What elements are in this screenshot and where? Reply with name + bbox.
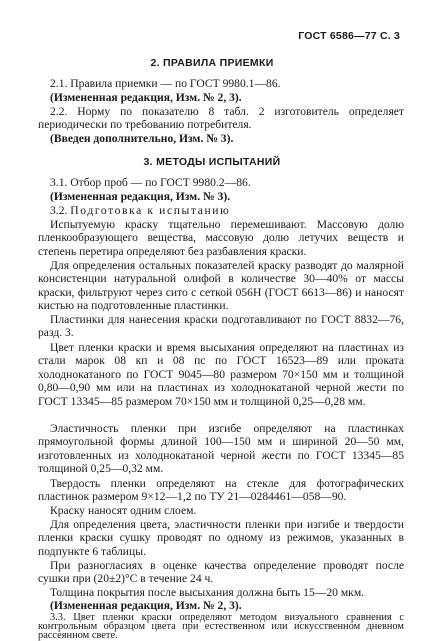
paragraph-thickness: Толщина покрытия после высыхания должна быть 15—20 мкм. bbox=[50, 586, 365, 599]
clause-2-2-note: (Введен дополнительно, Изм. № 3). bbox=[50, 132, 234, 145]
clause-3-1: 3.1. Отбор проб — по ГОСТ 9980.2—86. bbox=[50, 176, 251, 189]
paragraph-dilution: Для определения остальных показателей краску разводят до малярной консистенции натуральной олифой в количестве 30—40% от массы краски, фильтруют через сито с сеткой 056Н (ГОСТ 6613—86) и наносят кистью на подготовленные пластинки. bbox=[38, 259, 404, 313]
clause-2-1-note: (Измененная редакция, Изм. № 2, 3). bbox=[50, 91, 242, 104]
clause-3-2-number: 3.2. bbox=[50, 204, 68, 217]
section-3-title: 3. МЕТОДЫ ИСПЫТАНИЙ bbox=[143, 156, 281, 168]
clause-3-3: 3.3. Цвет пленки краски определяют методом визуального сравнения с контрольным образцом цвета при естественном или искусственном дневном рассеянном свете. bbox=[38, 612, 404, 641]
clause-2-1: 2.1. Правила приемки — по ГОСТ 9980.1—86. bbox=[50, 77, 281, 90]
clause-3-1-note: (Измененная редакция, Изм. № 3). bbox=[50, 190, 231, 203]
paragraph-drying-modes: Для определения цвета, эластичности пленки при изгибе и твердости пленки краски сушку проводят по одному из режимов, указанных в подпункте 6 таблицы. bbox=[38, 518, 404, 558]
paragraph-single-layer: Краску наносят одним слоем. bbox=[50, 504, 197, 517]
paragraph-mixing: Испытуемую краску тщательно перемешивают. Массовую долю пленкообразующего вещества, массовую долю летучих веществ и степень перетира определяют без разбавления краски. bbox=[38, 218, 404, 258]
paragraph-elasticity: Эластичность пленки при изгибе определяют на пластинках прямоугольной формы длиной 100—150 мм и шириной 20—50 мм, изготовленных из холоднокатаной черной жести по ГОСТ 13345—85 толщиной 0,25—0,32 мм. bbox=[38, 422, 404, 476]
paragraph-plates: Пластинки для нанесения краски подготавливают по ГОСТ 8832—76, разд. 3. bbox=[38, 313, 404, 340]
clause-2-2: 2.2. Норму по показателю 8 табл. 2 изготовитель определяет периодически по требованию потребителя. bbox=[38, 105, 404, 132]
page-header: ГОСТ 6586—77 С. 3 bbox=[298, 30, 400, 42]
clause-3-2-title: Подготовка к испытанию bbox=[70, 204, 231, 217]
clause-3-2-heading bbox=[38, 204, 404, 217]
paragraph-hardness: Твердость пленки определяют на стекле для фотографических пластинок размером 9×12—1,2 по ТУ 21—0284461—058—90. bbox=[38, 477, 404, 504]
paragraph-disagreement: При разногласиях в оценке качества определение проводят после сушки при (20±2)°С в течение 24 ч. bbox=[38, 559, 404, 586]
section-2-title: 2. ПРАВИЛА ПРИЕМКИ bbox=[150, 57, 274, 69]
paragraph-thickness-note: (Измененная редакция, Изм. № 2, 3). bbox=[50, 599, 242, 612]
paragraph-color-drying: Цвет пленки краски и время высыхания определяют на пластинах из стали марок 08 кп и 08 пс по ГОСТ 16523—89 или проката холоднокатаного по ГОСТ 9045—80 размером 70×150 мм и толщиной 0,80—0,90 мм или на пластинах из холоднокатаной черной жести по ГОСТ 13345—85 размером 70×150 мм и толщиной 0,25—0,28 мм. bbox=[38, 341, 404, 408]
